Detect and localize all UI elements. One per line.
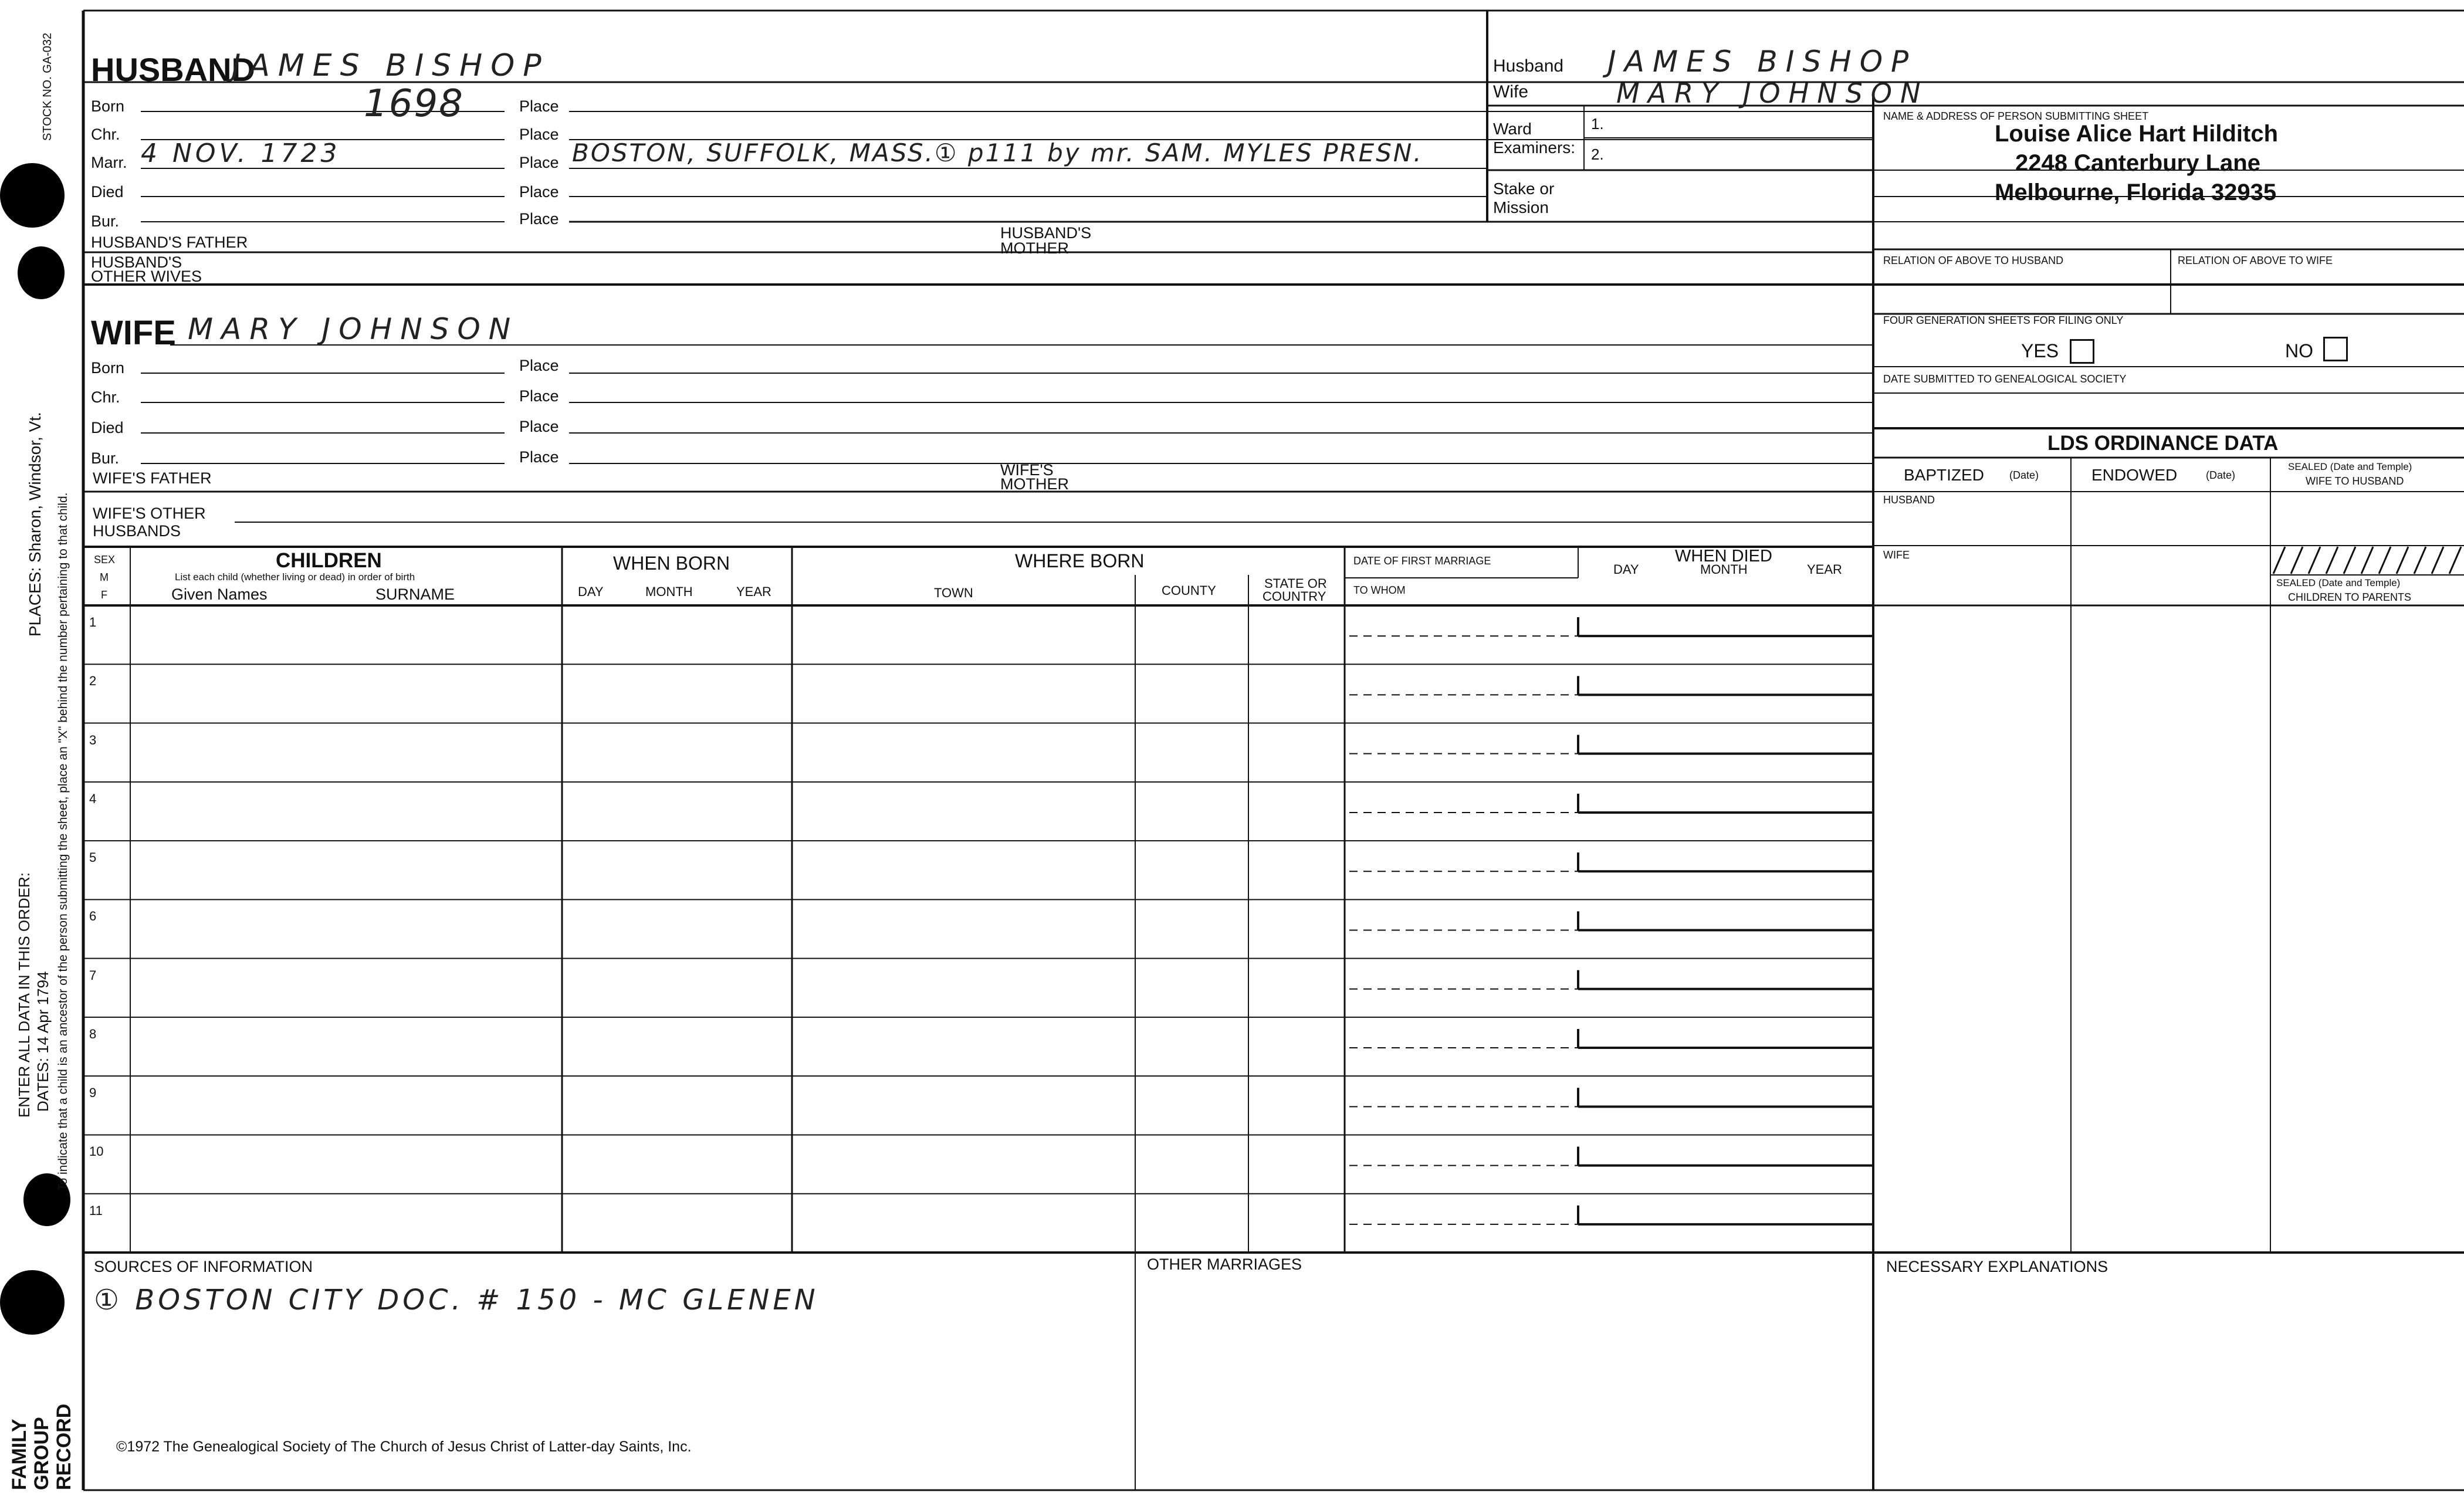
date-submitted-label: DATE SUBMITTED TO GENEALOGICAL SOCIETY	[1883, 373, 2127, 385]
child-row-number: 9	[89, 1085, 97, 1101]
wife-bur-label: Bur.	[91, 449, 120, 467]
copyright-notice: ©1972 The Genealogical Society of The Church of Jesus Christ of Latter-day Saints, Inc.	[116, 1439, 692, 1455]
wife-chr-place-label: Place	[519, 387, 559, 405]
husband-name[interactable]: JAMES BISHOP	[232, 48, 550, 83]
relation-husband-label: RELATION OF ABOVE TO HUSBAND	[1883, 255, 2064, 266]
yes-label: YES	[2021, 340, 2059, 361]
sources-label: SOURCES OF INFORMATION	[94, 1258, 313, 1275]
born-month-header: MONTH	[645, 584, 693, 599]
yes-checkbox[interactable]	[2070, 339, 2094, 364]
submitter-street: 2248 Canterbury Lane	[2015, 150, 2260, 176]
wife-name[interactable]: MARY JOHNSON	[188, 312, 519, 346]
baptized-label: BAPTIZED	[1904, 466, 1984, 484]
no-checkbox[interactable]	[2323, 337, 2348, 361]
ward-label: Ward	[1493, 120, 1532, 138]
born-year-header: YEAR	[736, 584, 771, 599]
header-husband-value[interactable]: JAMES BISHOP	[1607, 45, 1917, 79]
husband-marr-value[interactable]: 4 NOV. 1723	[141, 138, 341, 168]
husband-chr-place-label: Place	[519, 126, 559, 143]
sealed-children-parents-2: CHILDREN TO PARENTS	[2288, 591, 2412, 603]
places-note: PLACES: Sharon, Windsor, Vt.	[26, 412, 44, 637]
died-year-header: YEAR	[1807, 562, 1842, 577]
wife-died-place-label: Place	[519, 418, 559, 435]
header-wife-label: Wife	[1493, 82, 1528, 101]
lds-husband-label: HUSBAND	[1883, 494, 1935, 506]
stake-label-2: Mission	[1493, 198, 1549, 216]
child-row-number: 10	[89, 1144, 104, 1159]
examiners-label: Examiners:	[1493, 138, 1576, 157]
children-instruction: List each child (whether living or dead) in order of birth	[175, 571, 415, 583]
child-row-number: 4	[89, 791, 97, 806]
wife-other-husbands-2: HUSBANDS	[93, 522, 181, 540]
first-marriage-header: DATE OF FIRST MARRIAGE	[1353, 555, 1491, 567]
form-title-group: GROUP	[31, 1417, 53, 1490]
punch-hole	[0, 1270, 65, 1335]
husband-chr-label: Chr.	[91, 126, 120, 143]
punch-hole	[0, 163, 65, 228]
husband-born-label: Born	[91, 97, 125, 115]
sealed-wife-husband-2: WIFE TO HUSBAND	[2306, 475, 2404, 487]
relation-wife-label: RELATION OF ABOVE TO WIFE	[2178, 255, 2333, 266]
sealed-wife-husband-1: SEALED (Date and Temple)	[2288, 461, 2412, 472]
to-whom-header: TO WHOM	[1353, 584, 1406, 596]
child-row-number: 11	[89, 1203, 103, 1218]
no-label: NO	[2285, 340, 2313, 361]
children-header: CHILDREN	[276, 549, 382, 572]
child-row-number: 2	[89, 673, 97, 689]
baptized-date-hint: (Date)	[2009, 469, 2039, 481]
county-header: COUNTY	[1162, 583, 1216, 598]
given-names-header: Given Names	[171, 585, 268, 603]
wife-born-place-label: Place	[519, 357, 559, 374]
wife-father-label: WIFE'S FATHER	[93, 469, 212, 487]
form-title-record: RECORD	[53, 1403, 75, 1490]
state-header-2: COUNTRY	[1263, 589, 1326, 604]
when-born-header: WHEN BORN	[613, 553, 730, 574]
sex-header-2: M	[100, 571, 109, 583]
husband-marr-place[interactable]: BOSTON, SUFFOLK, MASS.① p111 by mr. SAM. MYLES PRESN.	[572, 138, 1423, 167]
died-day-header: DAY	[1613, 562, 1639, 577]
sources-value[interactable]: ① BOSTON CITY DOC. # 150 - MC GLENEN	[94, 1284, 819, 1316]
husband-bur-place-label: Place	[519, 210, 559, 228]
child-ancestor-note: To indicate that a child is an ancestor of the person submitting the sheet, place an "X" behind the number pertaining to that child.	[56, 492, 70, 1191]
header-husband-label: Husband	[1493, 56, 1564, 76]
wife-bur-place-label: Place	[519, 448, 559, 466]
submitter-name: Louise Alice Hart Hilditch	[1995, 121, 2279, 147]
sealed-children-parents-1: SEALED (Date and Temple)	[2276, 577, 2401, 588]
when-died-header: WHEN DIED	[1675, 547, 1772, 566]
dates-note: DATES: 14 Apr 1794	[34, 971, 52, 1112]
form-title-family: FAMILY	[8, 1419, 31, 1490]
other-marriages-label: OTHER MARRIAGES	[1147, 1255, 1302, 1273]
child-row-number: 1	[89, 615, 97, 629]
wife-born-label: Born	[91, 359, 125, 377]
stake-label-1: Stake or	[1493, 180, 1555, 198]
child-row-number: 6	[89, 909, 97, 924]
four-generation-label: FOUR GENERATION SHEETS FOR FILING ONLY	[1883, 314, 2124, 326]
husband-marr-place-label: Place	[519, 154, 559, 171]
wife-other-husbands-1: WIFE'S OTHER	[93, 505, 206, 522]
stock-number: STOCK NO. GA-032	[41, 32, 54, 141]
child-row-number: 5	[89, 850, 97, 865]
husband-born-value[interactable]: 1698	[364, 82, 464, 126]
submitter-label: NAME & ADDRESS OF PERSON SUBMITTING SHEET	[1883, 110, 2149, 122]
husband-father-label: HUSBAND'S FATHER	[91, 233, 248, 251]
wife-heading: WIFE	[91, 314, 176, 352]
husband-bur-label: Bur.	[91, 212, 120, 230]
wife-mother-label-2: MOTHER	[1000, 475, 1069, 493]
husband-heading: HUSBAND	[91, 51, 255, 88]
died-month-header: MONTH	[1700, 562, 1748, 577]
wife-mother-label-1: WIFE'S	[1000, 461, 1054, 479]
endowed-label: ENDOWED	[2091, 466, 2178, 484]
child-row-number: 7	[89, 967, 97, 983]
examiner-2: 2.	[1591, 145, 1604, 163]
town-header: TOWN	[934, 585, 973, 600]
husband-died-place-label: Place	[519, 183, 559, 201]
sex-header-1: SEX	[94, 554, 116, 566]
wife-died-label: Died	[91, 419, 124, 436]
lds-title: LDS ORDINANCE DATA	[2047, 432, 2279, 455]
surname-header: SURNAME	[375, 585, 455, 603]
wife-chr-label: Chr.	[91, 388, 120, 406]
punch-hole	[18, 246, 65, 299]
sex-header-3: F	[101, 589, 107, 601]
child-row-number: 3	[89, 732, 97, 747]
husband-other-wives-2: OTHER WIVES	[91, 268, 202, 285]
lds-wife-label: WIFE	[1883, 549, 1910, 561]
husband-mother-label-1: HUSBAND'S	[1000, 224, 1092, 242]
husband-died-label: Died	[91, 183, 124, 201]
endowed-date-hint: (Date)	[2206, 469, 2236, 481]
header-wife-value[interactable]: MARY JOHNSON	[1616, 77, 1929, 109]
examiner-1: 1.	[1591, 115, 1604, 133]
husband-other-wives-1: HUSBAND'S	[91, 253, 182, 271]
born-day-header: DAY	[578, 584, 604, 599]
where-born-header: WHERE BORN	[1015, 550, 1145, 571]
necessary-explanations-label: NECESSARY EXPLANATIONS	[1886, 1258, 2108, 1275]
husband-marr-label: Marr.	[91, 154, 127, 171]
husband-born-place-label: Place	[519, 97, 559, 115]
state-header-1: STATE OR	[1264, 576, 1327, 591]
submitter-city: Melbourne, Florida 32935	[1995, 180, 2277, 205]
husband-mother-label-2: MOTHER	[1000, 239, 1069, 257]
child-row-number: 8	[89, 1026, 97, 1041]
enter-order-note: ENTER ALL DATA IN THIS ORDER:	[15, 872, 33, 1118]
